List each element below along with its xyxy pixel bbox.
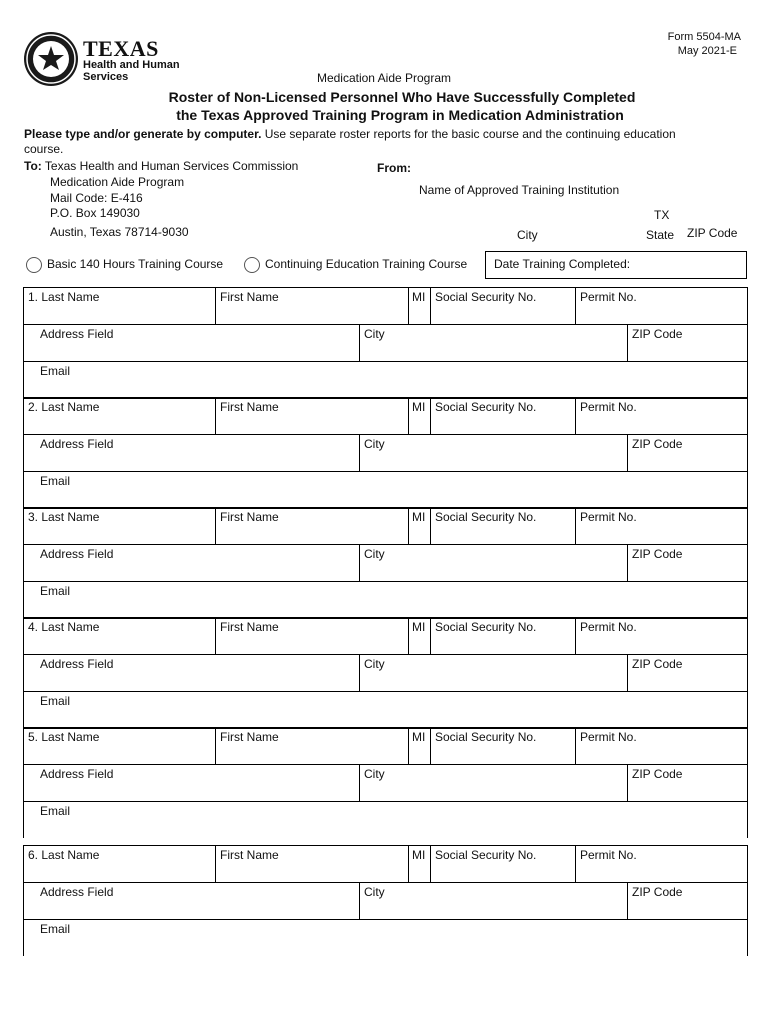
basic-course-radio[interactable]: [26, 257, 42, 273]
from-label: From:: [377, 161, 411, 175]
last-name-field[interactable]: 3. Last Name: [28, 510, 100, 524]
address-field[interactable]: Address Field: [40, 547, 114, 561]
permit-field[interactable]: Permit No.: [575, 618, 748, 654]
address-field[interactable]: Address Field: [40, 767, 114, 781]
institution-name-field[interactable]: Name of Approved Training Institution: [419, 183, 620, 197]
last-name-field[interactable]: 4. Last Name: [28, 620, 100, 634]
first-name-field[interactable]: First Name: [215, 846, 409, 882]
permit-field[interactable]: Permit No.: [575, 508, 748, 544]
address-row: [24, 883, 747, 920]
instructions-bold: Please type and/or generate by computer.: [24, 127, 262, 141]
basic-course-label: Basic 140 Hours Training Course: [47, 257, 224, 271]
roster-entry: [23, 617, 748, 729]
from-city-field[interactable]: City: [517, 228, 538, 242]
mi-field[interactable]: MI: [408, 728, 431, 764]
email-field[interactable]: Email: [40, 922, 71, 936]
last-name-field[interactable]: 6. Last Name: [28, 848, 100, 862]
mi-field[interactable]: MI: [408, 846, 431, 882]
email-row: [24, 920, 747, 956]
address-field[interactable]: Address Field: [40, 327, 114, 341]
name-row: [24, 507, 747, 545]
email-row: [24, 802, 747, 838]
ssn-field[interactable]: Social Security No.: [430, 618, 576, 654]
ssn-field[interactable]: Social Security No.: [430, 728, 576, 764]
to-line1: Texas Health and Human Services Commission: [44, 159, 299, 173]
zip-field[interactable]: ZIP Code: [627, 765, 748, 801]
permit-field[interactable]: Permit No.: [575, 728, 748, 764]
roster-entry: [23, 727, 748, 838]
roster-entry: [23, 507, 748, 619]
mi-field[interactable]: MI: [408, 508, 431, 544]
last-name-field[interactable]: 2. Last Name: [28, 400, 100, 414]
page-title-line1: Roster of Non-Licensed Personnel Who Have Successfully Completed: [168, 89, 636, 105]
mi-field[interactable]: MI: [408, 288, 431, 324]
address-row: [24, 325, 747, 362]
permit-field[interactable]: Permit No.: [575, 288, 748, 324]
roster-entry: [23, 287, 748, 399]
name-row: [24, 617, 747, 655]
to-line4: P.O. Box 149030: [50, 206, 140, 220]
email-row: [24, 362, 747, 399]
address-row: [24, 765, 747, 802]
ssn-field[interactable]: Social Security No.: [430, 846, 576, 882]
name-row: [24, 727, 747, 765]
zip-field[interactable]: ZIP Code: [627, 883, 748, 919]
to-line5: Austin, Texas 78714-9030: [50, 225, 189, 239]
page-title-line2: the Texas Approved Training Program in Medication Administration: [176, 107, 624, 123]
instructions: [24, 127, 676, 141]
city-field[interactable]: City: [359, 435, 628, 471]
to-line3: Mail Code: E-416: [50, 191, 143, 205]
city-field[interactable]: City: [359, 655, 628, 691]
ssn-field[interactable]: Social Security No.: [430, 508, 576, 544]
from-state-label: State: [646, 228, 675, 242]
permit-field[interactable]: Permit No.: [575, 398, 748, 434]
zip-field[interactable]: ZIP Code: [627, 655, 748, 691]
instructions-wrap: course.: [24, 142, 64, 156]
date-completed-label: Date Training Completed:: [494, 257, 631, 271]
address-field[interactable]: Address Field: [40, 885, 114, 899]
form-number: Form 5504-MA: [667, 31, 741, 43]
city-field[interactable]: City: [359, 765, 628, 801]
address-field[interactable]: Address Field: [40, 657, 114, 671]
agency-subtitle-1: Health and Human: [83, 59, 180, 71]
first-name-field[interactable]: First Name: [215, 398, 409, 434]
address-row: [24, 655, 747, 692]
permit-field[interactable]: Permit No.: [575, 846, 748, 882]
program-name: Medication Aide Program: [316, 71, 452, 85]
email-field[interactable]: Email: [40, 474, 71, 488]
address-field[interactable]: Address Field: [40, 437, 114, 451]
email-field[interactable]: Email: [40, 804, 71, 818]
to-block: [24, 159, 298, 173]
name-row: [24, 846, 747, 883]
continuing-education-label: Continuing Education Training Course: [265, 257, 468, 271]
address-row: [24, 545, 747, 582]
email-field[interactable]: Email: [40, 584, 71, 598]
continuing-education-radio[interactable]: [244, 257, 260, 273]
zip-field[interactable]: ZIP Code: [627, 325, 748, 361]
city-field[interactable]: City: [359, 325, 628, 361]
mi-field[interactable]: MI: [408, 398, 431, 434]
email-field[interactable]: Email: [40, 694, 71, 708]
email-row: [24, 582, 747, 619]
zip-field[interactable]: ZIP Code: [627, 545, 748, 581]
to-line2: Medication Aide Program: [50, 175, 185, 189]
zip-field[interactable]: ZIP Code: [627, 435, 748, 471]
instructions-text: Use separate roster reports for the basic course and the continuing education: [261, 127, 676, 141]
first-name-field[interactable]: First Name: [215, 618, 409, 654]
to-label: To:: [24, 159, 42, 173]
from-state-value[interactable]: TX: [654, 208, 670, 222]
city-field[interactable]: City: [359, 545, 628, 581]
last-name-field[interactable]: 5. Last Name: [28, 730, 100, 744]
email-row: [24, 692, 747, 729]
ssn-field[interactable]: Social Security No.: [430, 288, 576, 324]
agency-subtitle-2: Services: [83, 71, 129, 83]
form-date: May 2021-E: [677, 45, 737, 57]
address-row: [24, 435, 747, 472]
email-row: [24, 472, 747, 509]
agency-name: TEXAS: [83, 36, 159, 61]
roster-entry: [23, 845, 748, 956]
from-zip-field[interactable]: ZIP Code: [687, 226, 738, 240]
ssn-field[interactable]: Social Security No.: [430, 398, 576, 434]
last-name-field[interactable]: 1. Last Name: [28, 290, 100, 304]
roster-entry: [23, 397, 748, 509]
name-row: [24, 288, 747, 325]
name-row: [24, 397, 747, 435]
first-name-field[interactable]: First Name: [215, 508, 409, 544]
mi-field[interactable]: MI: [408, 618, 431, 654]
email-field[interactable]: Email: [40, 364, 71, 378]
city-field[interactable]: City: [359, 883, 628, 919]
first-name-field[interactable]: First Name: [215, 728, 409, 764]
date-completed-field[interactable]: [485, 251, 747, 279]
first-name-field[interactable]: First Name: [215, 288, 409, 324]
